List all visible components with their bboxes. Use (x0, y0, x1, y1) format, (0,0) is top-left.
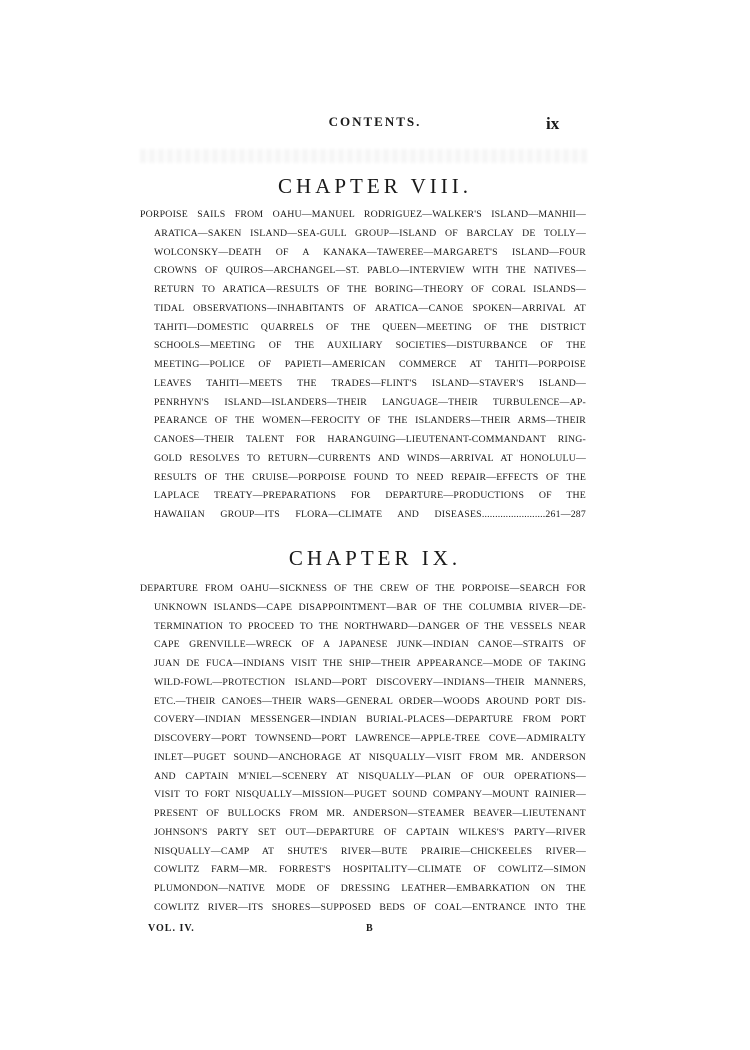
summary-line: LAPLACE TREATY—PREPARATIONS FOR DEPARTURE—PRODUCTIONS OF THE (154, 490, 586, 502)
summary-line: TAHITI—DOMESTIC QUARRELS OF THE QUEEN—MEETING OF THE DISTRICT (154, 321, 586, 333)
summary-line: DISCOVERY—PORT TOWNSEND—PORT LAWRENCE—APPLE-TREE COVE—ADMIRALTY (154, 733, 586, 744)
summary-line: GOLD RESOLVES TO RETURN—CURRENTS AND WINDS—ARRIVAL AT HONOLULU— (154, 452, 586, 464)
chapter-summary (140, 206, 586, 525)
summary-line: PORPOISE SAILS FROM OAHU—MANUEL RODRIGUEZ—WALKER'S ISLAND—MANHII— (140, 209, 586, 220)
summary-line: AND CAPTAIN M'NIEL—SCENERY AT NISQUALLY—PLAN OF OUR OPERATIONS— (154, 770, 586, 782)
summary-line: COVERY—INDIAN MESSENGER—INDIAN BURIAL-PLACES—DEPARTURE FROM PORT (154, 714, 586, 726)
summary-line: COWLITZ RIVER—ITS SHORES—SUPPOSED BEDS OF COAL—ENTRANCE INTO THE (154, 901, 586, 913)
summary-line: JOHNSON'S PARTY SET OUT—DEPARTURE OF CAPTAIN WILKES'S PARTY—RIVER (154, 826, 586, 838)
summary-line: JUAN DE FUCA—INDIANS VISIT THE SHIP—THEIR APPEARANCE—MODE OF TAKING (154, 658, 586, 669)
summary-line: LEAVES TAHITI—MEETS THE TRADES—FLINT'S ISLAND—STAVER'S ISLAND— (154, 377, 586, 389)
chapter-heading: CHAPTER IX. (288, 546, 462, 570)
summary-line: MEETING—POLICE OF PAPIETI—AMERICAN COMMERCE AT TAHITI—PORPOISE (154, 359, 586, 370)
page-number: ix (546, 114, 560, 133)
summary-line: PRESENT OF BULLOCKS FROM MR. ANDERSON—STEAMER BEAVER—LIEUTENANT (154, 808, 586, 819)
summary-line: NISQUALLY—CAMP AT SHUTE'S RIVER—BUTE PRAIRIE—CHICKEELES RIVER— (154, 845, 586, 857)
summary-line: CROWNS OF QUIROS—ARCHANGEL—ST. PABLO—INTERVIEW WITH THE NATIVES— (154, 265, 586, 277)
summary-line: ARATICA—SAKEN ISLAND—SEA-GULL GROUP—ISLAND OF BARCLAY DE TOLLY— (154, 227, 586, 239)
summary-line: UNKNOWN ISLANDS—CAPE DISAPPOINTMENT—BAR OF THE COLUMBIA RIVER—DE- (154, 601, 586, 613)
summary-line: CANOES—THEIR TALENT FOR HARANGUING—LIEUTENANT-COMMANDANT RING- (154, 434, 586, 445)
summary-line: WOLCONSKY—DEATH OF A KANAKA—TAWEREE—MARGARET'S ISLAND—FOUR (154, 246, 586, 258)
signature-mark: B (366, 923, 373, 934)
summary-line: ETC.—THEIR CANOES—THEIR WARS—GENERAL ORDER—WOODS AROUND PORT DIS- (154, 695, 586, 707)
summary-line: DEPARTURE FROM OAHU—SICKNESS OF THE CREW OF THE PORPOISE—SEARCH FOR (140, 583, 586, 594)
summary-line: PENRHYN'S ISLAND—ISLANDERS—THEIR LANGUAGE—THEIR TURBULENCE—AP- (154, 396, 586, 408)
summary-line: TIDAL OBSERVATIONS—INHABITANTS OF ARATICA—CANOE SPOKEN—ARRIVAL AT (154, 302, 586, 314)
chapter-summary (140, 580, 586, 918)
show-through-shadow (140, 149, 590, 163)
summary-line: WILD-FOWL—PROTECTION ISLAND—PORT DISCOVERY—INDIANS—THEIR MANNERS, (154, 676, 586, 688)
summary-line: CAPE GRENVILLE—WRECK OF A JAPANESE JUNK—INDIAN CANOE—STRAITS OF (154, 639, 586, 651)
summary-line: PLUMONDON—NATIVE MODE OF DRESSING LEATHER—EMBARKATION ON THE (154, 883, 586, 894)
summary-line: VISIT TO FORT NISQUALLY—MISSION—PUGET SOUND COMPANY—MOUNT RAINIER— (154, 789, 586, 801)
summary-line: HAWAIIAN GROUP—ITS FLORA—CLIMATE AND DISEASES........................261—287 (154, 509, 586, 520)
running-title: CONTENTS. (328, 114, 422, 129)
volume-label: VOL. IV. (148, 923, 195, 934)
summary-line: PEARANCE OF THE WOMEN—FEROCITY OF THE ISLANDERS—THEIR ARMS—THEIR (154, 415, 586, 427)
summary-line: COWLITZ FARM—MR. FORREST'S HOSPITALITY—CLIMATE OF COWLITZ—SIMON (154, 864, 586, 876)
summary-line: INLET—PUGET SOUND—ANCHORAGE AT NISQUALLY—VISIT FROM MR. ANDERSON (154, 751, 586, 763)
summary-line: SCHOOLS—MEETING OF THE AUXILIARY SOCIETIES—DISTURBANCE OF THE (154, 340, 586, 352)
chapter-heading: CHAPTER VIII. (278, 174, 472, 198)
summary-line: TERMINATION TO PROCEED TO THE NORTHWARD—DANGER OF THE VESSELS NEAR (154, 620, 586, 632)
summary-line: RESULTS OF THE CRUISE—PORPOISE FOUND TO NEED REPAIR—EFFECTS OF THE (154, 471, 586, 483)
summary-line: RETURN TO ARATICA—RESULTS OF THE BORING—THEORY OF CORAL ISLANDS— (154, 284, 586, 295)
